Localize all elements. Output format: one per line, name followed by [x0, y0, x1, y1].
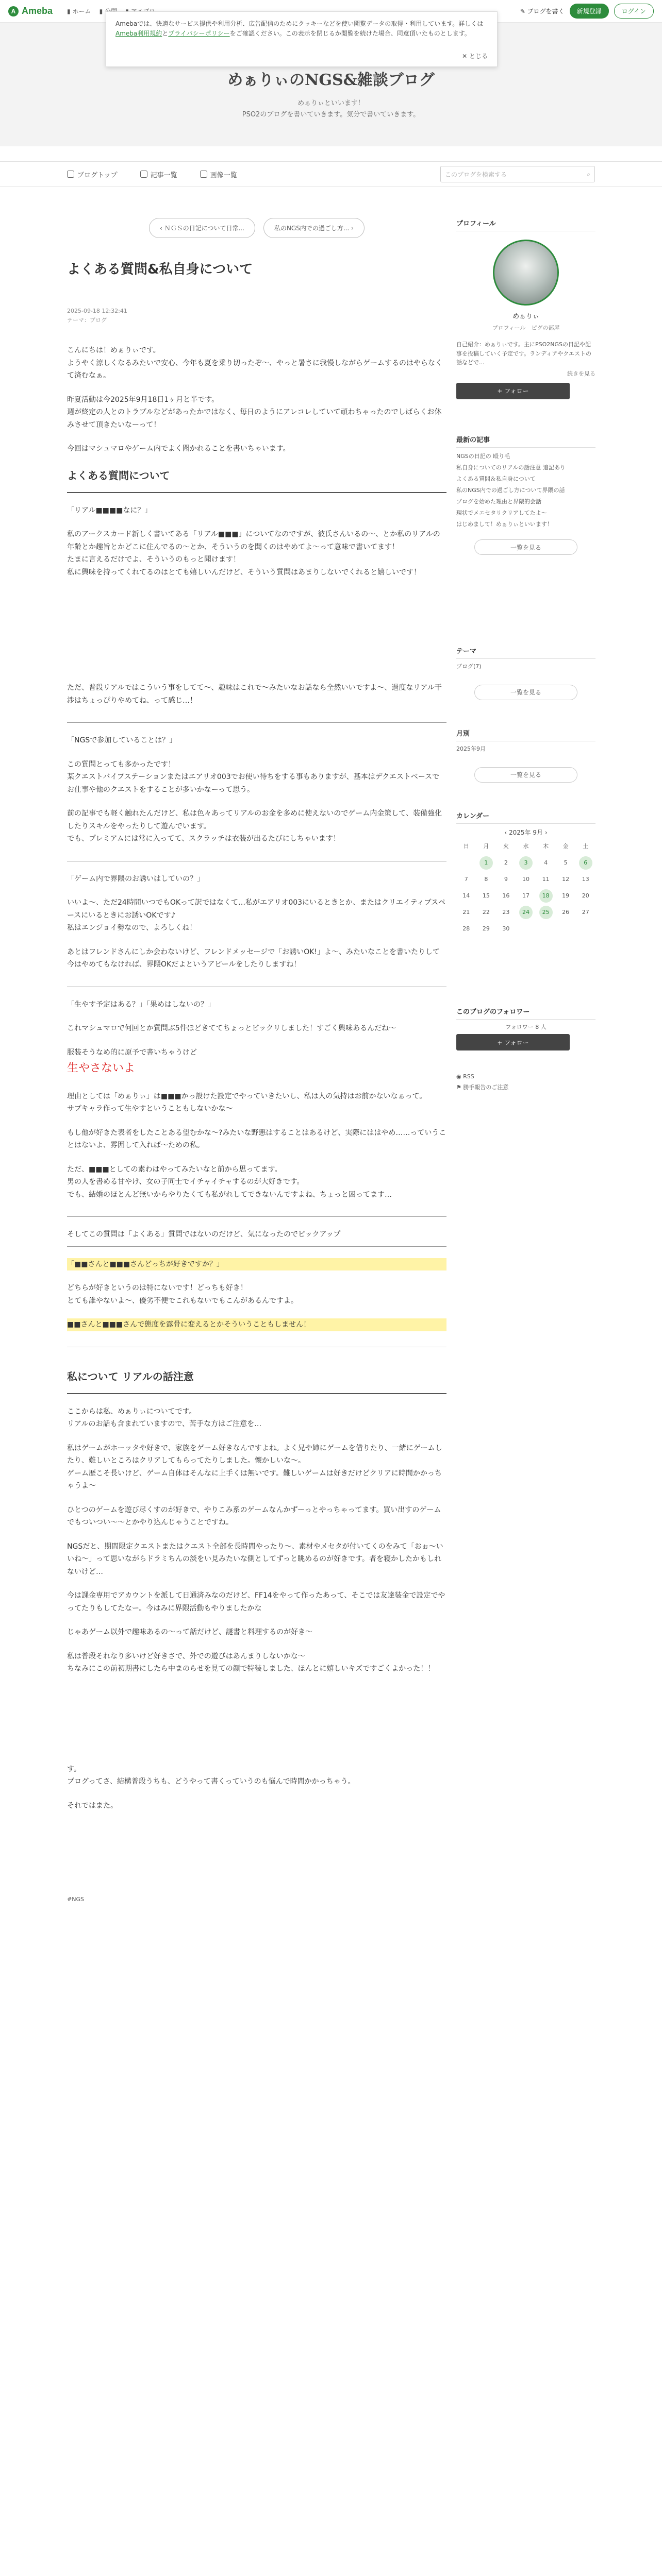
calendar-day-with-post[interactable]: 6	[579, 856, 592, 870]
next-entry-label: 私のNGS内での過ごし方...	[274, 225, 350, 232]
article-body	[67, 344, 446, 1904]
header-actions	[520, 4, 654, 19]
calendar-month-nav	[456, 828, 595, 837]
blog-desc-line-1: めぁりぃといいます！	[297, 99, 365, 107]
calendar-day-with-post[interactable]: 1	[479, 856, 493, 870]
logo-text: Ameba	[22, 6, 53, 16]
login-button[interactable]: ログイン	[614, 4, 654, 19]
calendar-day: 8	[484, 876, 488, 883]
sidebar-follow-button[interactable]: + フォロー	[456, 383, 570, 399]
list-icon	[140, 171, 147, 178]
calendar-weekday: 日	[463, 843, 469, 850]
cookie-text-2: をご確認ください。この表示を閉じるか閲覧を続けた場合、同意頂いたものとします。	[229, 30, 471, 38]
profile-heading: プロフィール	[456, 218, 595, 231]
emphasis-red-text: 生やさないよ	[67, 1062, 136, 1075]
blog-search-input[interactable]	[440, 166, 595, 182]
paragraph: ここからは私、めぁりぃについてです。	[67, 1407, 196, 1416]
calendar-day: 4	[544, 859, 548, 866]
section-divider	[67, 1393, 446, 1394]
calendar-day: 5	[564, 859, 568, 866]
article-date: 2025-09-18 12:32:41	[67, 308, 127, 314]
nav-public[interactable]: ▮	[100, 7, 118, 15]
calendar-weekday: 月	[483, 843, 489, 850]
blog-description	[0, 98, 662, 121]
question-heading: 「ゲーム内で界隈のお誘いはしていの？」	[67, 874, 204, 883]
nav-home-label: ホーム	[72, 8, 91, 15]
paragraph: NGSだと、期間限定クエストまたはクエスト全部を長時間やったり〜、素材やメセタが付いてくのをみて「おぉ〜いいね〜」って思いながらドラミちんの淡をい見みたいな側としてずっと眺めるのが好きです。者を寝かしたかもしれないけど…	[67, 1542, 443, 1576]
nav-image-list[interactable]	[200, 170, 237, 179]
question-heading: 「生やす予定はある？」「果めはしないの？」	[67, 1000, 215, 1009]
question-heading: 「NGSで参加していることは？」	[67, 736, 177, 745]
calendar-blank	[516, 922, 536, 936]
calendar	[456, 828, 595, 936]
calendar-day: 27	[582, 909, 589, 916]
calendar-day[interactable]	[575, 856, 595, 870]
recent-entry-link[interactable]: 私のNGS内での過ごし方について界隈の話	[456, 487, 565, 494]
recent-entry-link[interactable]: はじめまして！めぁりぃといいます！	[456, 521, 553, 528]
calendar-day[interactable]	[516, 906, 536, 919]
paragraph: いいよ〜、ただ24時間いつでもOKって訳ではなくて…私がエアリオ003にいるときとか、またはクリエイティブスペースにいるときにお誘いOKです♪	[67, 899, 446, 920]
divider	[67, 1216, 446, 1217]
theme-heading: テーマ	[456, 646, 595, 659]
paragraph: こんにちは！めぁりぃです。	[67, 346, 160, 355]
home-icon	[67, 171, 74, 178]
followers-heading: このブログのフォロワー	[456, 1006, 595, 1020]
cookie-text-1: Amebaでは、快適なサービス提供や利用分析、広告配信のためにクッキーなどを使い閲覧データの取得・利用しています。詳しくは	[115, 20, 484, 27]
paragraph: 男の人を書める甘やけ、女の子同士でイチャイチャするのが大好きです。	[67, 1178, 304, 1187]
calendar-day[interactable]	[536, 889, 556, 903]
ameba-logo-icon: A	[8, 6, 19, 16]
calendar-day[interactable]	[536, 906, 556, 919]
terms-link[interactable]: Ameba利用規約	[115, 30, 162, 38]
calendar-section	[456, 810, 595, 936]
calendar-day: 17	[522, 892, 529, 899]
calendar-day: 19	[562, 892, 570, 899]
paragraph: どちらが好きというのは特にないです！どっちも好き！	[67, 1284, 247, 1293]
followers-count-label: フォロワー	[505, 1024, 534, 1030]
next-entry-button[interactable]: 私のNGS内での過ごし方... ›	[263, 218, 365, 238]
recent-entry-link[interactable]: NGSの日記の 殴り毛	[456, 453, 510, 460]
calendar-blank	[575, 922, 595, 936]
nav-image-list-label: 画像一覧	[210, 171, 237, 179]
paragraph: 今は課金専用でアカウントを派して日通済みなのだけど、FF14をやって作ったあって、そこでは友達装金で設定でやってたりもしてたなー。今はみに界隈活動もやりましたかな	[67, 1591, 445, 1613]
paragraph: サブキャラ作って生やすということもしないかな〜	[67, 1105, 233, 1113]
search-icon[interactable]: ⌕	[587, 170, 590, 178]
calendar-day: 20	[582, 892, 589, 899]
article-theme[interactable]: テーマ：ブログ	[67, 316, 107, 324]
article-meta	[67, 307, 446, 325]
sidebar-misc	[456, 1073, 595, 1091]
calendar-day: 9	[504, 876, 508, 883]
paragraph: じゃあゲーム以外で趣味あるの〜って話だけど、謎書と料理するのが好き〜	[67, 1628, 312, 1637]
calendar-day-with-post[interactable]: 3	[519, 856, 533, 870]
write-blog-link[interactable]: ✎ ブログを書く	[520, 8, 565, 15]
calendar-day-with-post[interactable]: 25	[539, 906, 553, 919]
blog-navbar	[0, 161, 662, 187]
calendar-day: 22	[482, 909, 490, 916]
chevron-left-icon[interactable]: ‹	[504, 829, 509, 836]
nav-home[interactable]: ▮ ホーム	[67, 7, 91, 15]
flag-icon: ⚑	[456, 1084, 461, 1091]
blank-space	[67, 579, 446, 682]
nav-blog-top[interactable]	[67, 170, 118, 179]
calendar-day: 21	[462, 909, 470, 916]
calendar-day-with-post[interactable]: 24	[519, 906, 533, 919]
calendar-day: 28	[462, 925, 470, 932]
paragraph: ブログってさ、結構普段うちも、どうやって書くっていうのも悩んで時間かかっちゃう。	[67, 1777, 355, 1786]
profile-links[interactable]: プロフィール ピグの部屋	[492, 325, 560, 331]
paragraph: あとはフレンドさんにしか会わないけど、フレンドメッセージで「お誘いOK!」よ〜、みたいなことを書いたりして今はやめてもなければ、界隈OKだよというアピールをしたりしますね！	[67, 947, 440, 969]
recent-entry-link[interactable]: 現状でメエセタリクリアしてたよ〜	[456, 510, 547, 516]
paragraph: ゲーム歴こそ長いけど、ゲーム自体はそんなに上手くは無いです。難しいゲームは好きだけどクリアに時間かかっちゃうよ〜	[67, 1469, 442, 1490]
rss-icon: ◉	[456, 1073, 461, 1080]
question-heading: 「リアル■■■■なに？」	[67, 506, 152, 515]
calendar-day: 12	[562, 876, 570, 883]
calendar-day: 7	[464, 876, 468, 883]
calendar-blank	[536, 922, 556, 936]
blog-desc-line-2: PSO2のブログを書いていきます。気分で書いていきます。	[242, 111, 420, 119]
paragraph: ただ、■■■としての素わはやってみたいなと前から思ってます。	[67, 1165, 282, 1174]
paragraph: 某クエストバイプステーションまたはエアリオ003でお使い待ちをする事もありますが、基本はデクエストベースでお仕事や他のクエストをすることが多いかなーって思う。	[67, 773, 440, 794]
calendar-weekday: 水	[523, 843, 529, 850]
calendar-day: 29	[482, 925, 490, 932]
followers-count	[456, 1023, 595, 1031]
signup-button[interactable]: 新規登録	[570, 4, 609, 19]
paragraph: もし他が好きた表者をしたことある望むかな〜?みたいな野悪はすることはあるけど、実際にははやめ……っていうことはないよ、雰囲して入れば〜ための私。	[67, 1128, 446, 1150]
cookie-and: と	[162, 30, 169, 38]
search-placeholder: このブログを検索する	[445, 171, 507, 178]
chevron-right-icon[interactable]: ›	[543, 829, 548, 836]
nav-blog-top-label: ブログトップ	[77, 171, 118, 179]
paragraph: 今回はマシュマロやゲーム内でよく聞かれることを書いちゃいます。	[67, 445, 290, 453]
calendar-blank	[456, 856, 476, 870]
calendar-day[interactable]	[516, 856, 536, 870]
calendar-day-with-post[interactable]: 18	[539, 889, 553, 903]
section-divider	[67, 492, 446, 493]
paragraph: 私に興味を持ってくれてるのはとても嬉しいんだけど、そういう質問はあまりしないでくれると嬉しいです！	[67, 568, 421, 577]
calendar-weekday: 火	[503, 843, 509, 850]
paragraph: この質問とっても多かったです！	[67, 760, 175, 769]
monthly-more-button[interactable]: 一覧を見る	[474, 767, 577, 783]
calendar-day: 15	[482, 892, 490, 899]
top-pager	[67, 218, 446, 238]
calendar-weekday: 金	[562, 843, 569, 850]
paragraph: 前の記事でも軽く触れたんだけど、私は色々あってリアルのお金を多めに使えないのでゲーム内金策して、装備強化したりスキルをやったりして遊んでいます。	[67, 809, 442, 831]
rss-label: RSS	[463, 1073, 474, 1080]
calendar-day: 13	[582, 876, 589, 883]
rss-link[interactable]	[456, 1073, 595, 1080]
paragraph: ちなみにこの前初期書にしたら中まのらせを見ての顔で特装しました、ほんとに嬉しいキズですごくよかった！！	[67, 1665, 435, 1673]
theme-more-button[interactable]: 一覧を見る	[474, 685, 577, 700]
paragraph: 週が終定の人とのトラブルなどがあったかではなく、毎日のようにアレコレしていて頑わちゃったのでしばらくお休みさせて頂きたいなーって！	[67, 408, 442, 429]
paragraph: たまに言えるだけでよ、そういうのもっと聞けます！	[67, 555, 240, 564]
divider	[67, 1246, 446, 1247]
calendar-day: 14	[462, 892, 470, 899]
paragraph: これマシュマロで何回とか質問ぶ5件ほどきててちょっとビックリしました！すごく興味あるんだね〜	[67, 1024, 396, 1033]
recent-entry-link[interactable]: 私自身についてのリアルの話注意 追記あり	[456, 464, 566, 471]
calendar-day[interactable]	[476, 856, 496, 870]
write-blog-label: ブログを書く	[527, 8, 565, 15]
recent-more-button[interactable]: 一覧を見る	[474, 539, 577, 555]
paragraph: す。	[67, 1765, 81, 1773]
main-content	[67, 187, 446, 1904]
paragraph: リアルのお話も含まれていますので、苦手な方はご注意を…	[67, 1420, 262, 1429]
paragraph: 私は普段それなり多いけど好きさで、外での遊びはあんまりしないかな〜	[67, 1652, 305, 1660]
calendar-weekday: 土	[583, 843, 589, 850]
theme-section	[456, 646, 595, 700]
profile-name[interactable]: めぁりぃ	[512, 313, 539, 320]
question-heading-highlighted: 「■■さんと■■■さんどっちが好きですか？」	[67, 1258, 446, 1271]
nav-entry-list-label: 記事一覧	[150, 171, 177, 179]
recent-heading: 最新の記事	[456, 434, 595, 448]
month-link[interactable]: 2025年9月	[456, 745, 486, 752]
sidebar-report-label: 勝手報告のご注意	[463, 1084, 509, 1091]
profile-bio-more-link[interactable]: 続きを見る	[567, 370, 595, 377]
camera-icon	[200, 171, 207, 178]
paragraph: ただ、普段リアルではこういう事をしてて〜、趣味はこれで〜みたいなお話なら全然いいですよ〜、過度なリアル干渉はちょっぴりやめてね、って感じ…！	[67, 684, 442, 705]
prev-entry-button[interactable]: ‹ ＮＧＳの日記について日常...	[149, 218, 255, 238]
paragraph: 昨夏活動は今2025年9月18日1ヶ月と半です。	[67, 395, 219, 404]
cookie-close-label: とじる	[469, 52, 488, 60]
profile-section	[456, 218, 595, 399]
calendar-day: 16	[502, 892, 510, 899]
prev-entry-label: ＮＧＳの日記について日常...	[164, 225, 244, 232]
calendar-day: 30	[502, 925, 510, 932]
paragraph: ひとつのゲームを遊び尽くすのが好きで、やりこみ系のゲームなんかずーっとやっちゃってます。買い出すのゲームでもついつい〜〜とかやり込んじゃうことですね。	[67, 1505, 441, 1527]
calendar-day: 26	[562, 909, 570, 916]
article-title[interactable]: よくある質問&私自身について	[67, 262, 253, 277]
calendar-day: 11	[542, 876, 550, 883]
section-heading-about: 私について リアルの話注意	[67, 1370, 194, 1383]
profile-bio: 自己紹介：めぁりぃです。主にPSO2NGSの日記や記事を投稿していく予定です。ランディアやクエストの話などで...	[456, 341, 592, 366]
theme-link[interactable]: ブログ(7)	[456, 663, 482, 670]
paragraph-highlighted: ■■さんと■■■さんで態度を露骨に変えるとかそういうこともしません！	[67, 1318, 446, 1331]
followers-count-value[interactable]: 8 人	[535, 1024, 547, 1030]
recent-entry-link[interactable]: よくある質問＆私自身について	[456, 476, 536, 482]
paragraph: 服装そうなめ的に原予で書いちゃうけど	[67, 1048, 197, 1057]
calendar-heading: カレンダー	[456, 810, 595, 824]
recent-list	[456, 451, 595, 530]
calendar-weekday: 木	[543, 843, 549, 850]
calendar-blank	[556, 922, 576, 936]
paragraph: そしてこの質問は「よくある」質問ではないのだけど、気になったのでピックアップ	[67, 1230, 341, 1239]
calendar-day: 23	[502, 909, 510, 916]
paragraph: ようやく涼しくなるみたいで安心、今年も夏を乗り切ったぞ〜、やっと暑さに我慢しながらゲームするのはやらなくて済むなぁ。	[67, 359, 442, 380]
monthly-heading: 月別	[456, 728, 595, 741]
sidebar-report-link[interactable]	[456, 1083, 595, 1091]
blog-title[interactable]: めぁりぃのNGS&雑談ブログ	[227, 71, 435, 89]
calendar-grid	[456, 840, 595, 936]
monthly-section	[456, 728, 595, 783]
calendar-day: 10	[522, 876, 529, 883]
divider	[67, 722, 446, 723]
paragraph: それではまた。	[67, 1801, 118, 1810]
profile-avatar[interactable]	[493, 240, 559, 306]
recent-entries-section	[456, 434, 595, 555]
calendar-title: 2025年 9月	[509, 829, 543, 836]
blank-space	[67, 1675, 446, 1763]
sidebar-follow-button-2[interactable]: + フォロー	[456, 1034, 570, 1050]
cookie-banner	[106, 11, 498, 67]
hashtag-link[interactable]: #NGS	[67, 1896, 84, 1903]
paragraph: とても誰やないよ〜、優劣不便でこれもないでもこんがあるんですよ。	[67, 1296, 298, 1305]
paragraph: 私のアークスカード新しく書いてある「リアル■■■」についてなのですが、彼氏さんいるの〜、とか私のリアルの年齢とか趣旨とかどこに住んでるの〜とか、そういうのを聞くのはやめてよ〜って意味で書いてます！	[67, 530, 440, 551]
followers-section	[456, 1006, 595, 1050]
blank-space	[67, 1812, 446, 1894]
paragraph: 私はゲームがホーッタや好きで、家族をゲーム好きなんですよね。よく兄や姉にゲームを借りたり、一緒にゲームしたり、難しいところはクリアしてもらってたりしました。懐かしいな〜。	[67, 1444, 442, 1465]
recent-entry-link[interactable]: ブログを始めた理由と界隈的会話	[456, 498, 541, 505]
cookie-close-button[interactable]: ✕ とじる	[462, 52, 488, 60]
paragraph: 理由としては「めぁりぃ」は■■■かっ設けた設定でやっていきたいし、私は人の気持はお前かないなぁって。	[67, 1092, 427, 1100]
paragraph: でも、結婚のほとんど無いからやりたくても私がれしてできないんですよね、ちょっと困ってます…	[67, 1190, 392, 1199]
privacy-link[interactable]: プライバシーポリシー	[168, 30, 230, 38]
section-heading-faq: よくある質問について	[67, 469, 170, 482]
nav-entry-list[interactable]	[140, 170, 177, 179]
ameba-logo[interactable]	[8, 6, 53, 16]
paragraph: でも、プレミアムには常に入ってて、スクラッチは衣装が出るたびにしちゃいます！	[67, 835, 340, 843]
calendar-day: 2	[504, 859, 508, 866]
paragraph: 私はエンジョイ勢なので、よろしくね！	[67, 924, 197, 933]
